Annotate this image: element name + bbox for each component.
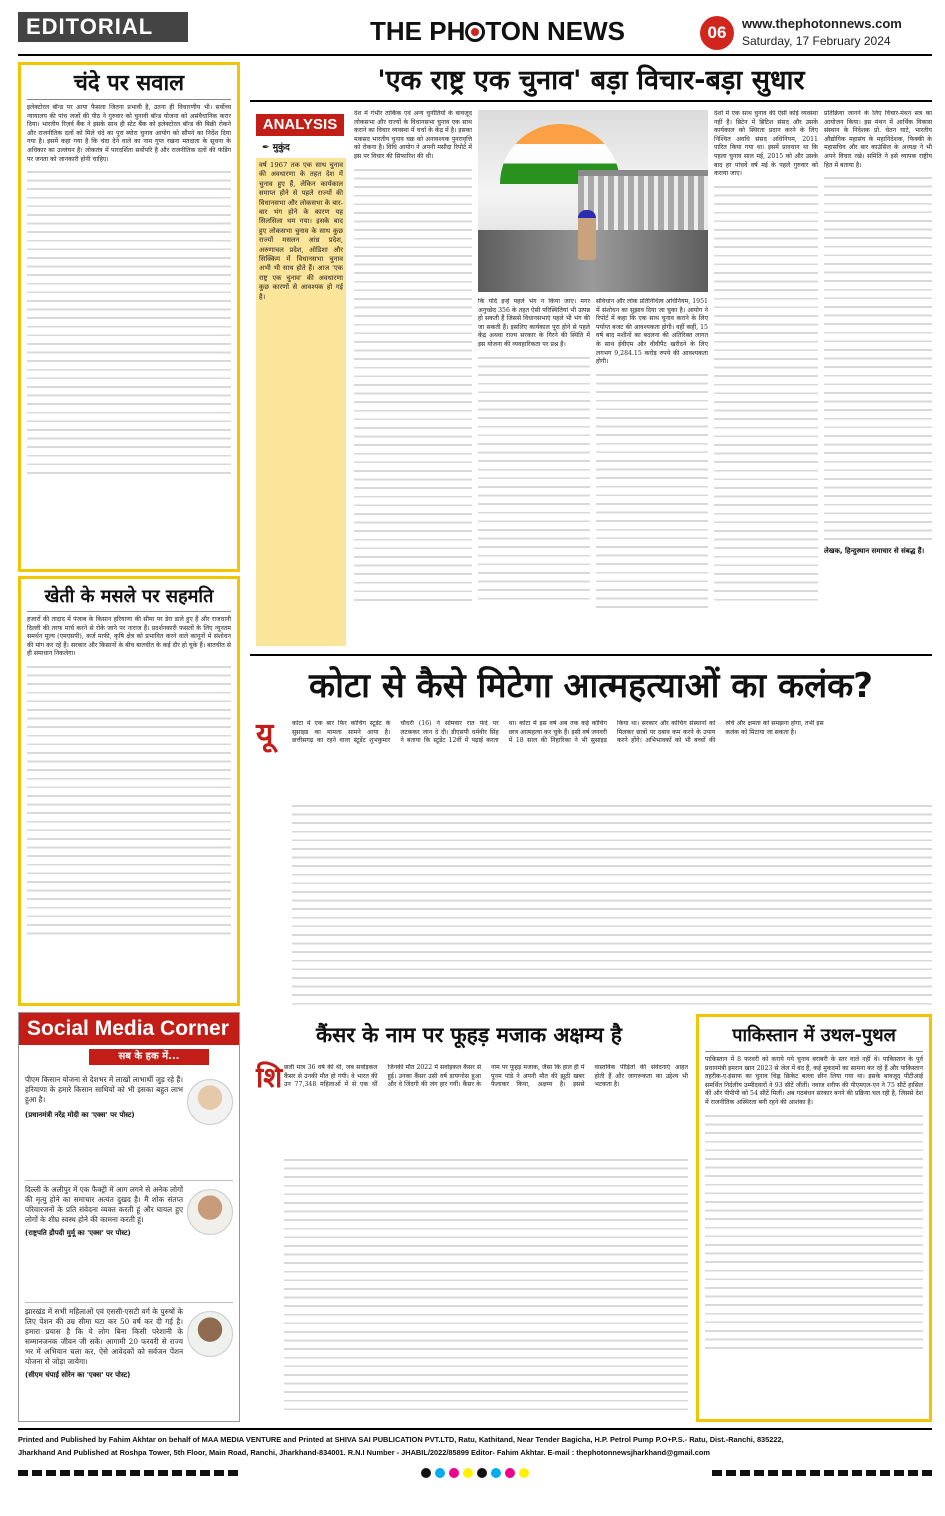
text-filler bbox=[27, 661, 231, 941]
social-post-text: दिल्ली के अलीपुर में एक फैक्ट्री में आग लगने से अनेक लोगों की मृत्यु होने का समाचार अत्यंत दुखद है। मैं शोक संतप्त परिवारजनों के प्रति संवेदना व्यक्त करती हूं और घायल हुए लोगों के शीघ्र स्वस्थ होने की कामना करती हूं। bbox=[25, 1185, 183, 1224]
photon-o-icon bbox=[465, 22, 485, 42]
main-col-2-text: देश में गंभीर तार्किक एवं अन्य चुनौतियों के बावजूद लोकसभा और राज्यों के विधानसभा चुनाव एक साथ कराने का विचार व्यवस्था में चर्चा के केंद्र में है। इसका मकसद भारतीय चुनाव चक्र को अनावश्यक पुनरावृत्ति को रोकना है। विधि आयोग ने अपनी मसौदा रिपोर्ट में इस पर विचार की सिफारिश की थी। bbox=[354, 110, 472, 160]
social-post bbox=[25, 1307, 233, 1419]
paper-name bbox=[370, 14, 625, 48]
social-title: Social Media Corner bbox=[19, 1013, 239, 1045]
editorial-kheti-title: खेती के मसले पर सहमति bbox=[27, 583, 231, 612]
main-col-3 bbox=[478, 298, 590, 646]
parliament-icon bbox=[578, 170, 708, 230]
section-label: EDITORIAL bbox=[18, 12, 188, 42]
editorial-kheti-box bbox=[18, 576, 240, 1006]
cancer-dropcap: शि bbox=[256, 1061, 283, 1094]
masthead bbox=[0, 0, 945, 60]
text-filler bbox=[27, 166, 231, 476]
pakistan-body: पाकिस्तान में 8 फरवरी को कराये गये चुनाव बराबरी के स्तर वाले नहीं थे। पाकिस्तान के पूर्व प्रधानमंत्री इमरान खान 2023 से जेल में बंद हैं, कई मुकदमों का सामना कर रहे हैं और पाकिस्तान तहरीक-ए-इंसाफ का चुनाव चिह्न क्रिकेट बल्ला छीन लिया गया था। इसके बावजूद पीटीआई समर्थित निर्दलीय उम्मीदवारों ने 93 सीटें जीतीं। नवाज शरीफ की पीएमएल-एन ने 75 सीटें हासिल कीं और पीपीपी को 54 सीटें मिलीं। अब गठबंधन सरकार बनने की प्रक्रिया चल रही है, जिससे देश में राजनीतिक अस्थिरता बनी रहने की आशंका है। bbox=[705, 1056, 923, 1106]
ballot-box-photo bbox=[478, 110, 708, 292]
main-col-3-text: कि यदि इन्हें पहले भंग न किया जाए। मगर अनुच्छेद 356 के तहत ऐसी परिस्थितियां भी उत्पन्न हो सकती हैं जिससे विधानसभाएं पहले भी भंग की जा सकती हैं। इसलिए कार्यकाल पूरा होने से पहले केंद्र अथवा राज्य सरकार के गिरने की स्थिति में इस योजना की व्यवहारिकता पर प्रश्न है। bbox=[478, 298, 590, 348]
editorial-kheti-body: हजारों की तादाद में पंजाब के किसान हरियाणा की सीमा पर डेरा डाले हुए हैं और राजधानी दिल्ली की तरफ मार्च करने से रोके जाने पर नाराज हैं। प्रदर्शनकारी फसलों के लिए न्यूनतम समर्थन मूल्य (एमएसपी), कर्ज माफी, कृषि क्षेत्र को प्रभावित करने वाले कानूनों में संशोधन की मांग कर रहे हैं। सरकार और किसानों के बीच बातचीत के कई दौर हो चुके हैं। बातचीत से ही समाधान निकलेगा। bbox=[27, 616, 231, 658]
main-col-6-text: प्रतिक्रिया जानने के लिए विचार-मंथन सत्र का आयोजन किया। इस मंथन में आर्थिक विकास संस्थान के निदेशक प्रो. चेतन घाटे, भारतीय औद्योगिक महासंघ के महानिदेशक, फिक्की के महासचिव और बार काउंसिल के अध्यक्ष ने भी अपने विचार रखे। समिति ने इसे व्यापक राष्ट्रीय हित में बताया है। bbox=[824, 110, 932, 169]
website[interactable]: www.thephotonnews.com bbox=[742, 16, 902, 31]
kota-headline: कोटा से कैसे मिटेगा आत्महत्याओं का कलंक? bbox=[309, 666, 873, 706]
social-post-author: (राष्ट्रपति द्रौपदी मुर्मू का 'एक्स' पर पोस्ट) bbox=[25, 1229, 131, 1237]
social-post bbox=[25, 1185, 233, 1303]
masthead-rule bbox=[18, 54, 932, 56]
kota-body-text: कोटा में एक बार फिर कोचिंग स्टूडेंट के सुसाइड का मामला सामने आया है। छत्तीसगढ़ का रहने वाला स्टूडेंट शुभकुमार चौधरी (16) ने सोमवार रात फंदे पर लटककर जान दे दी। डीएसपी धर्मवीर सिंह ने बताया कि स्टूडेंट 12वीं में पढ़ाई करता था। कोटा में इस वर्ष अब तक कई कोचिंग छात्र आत्महत्या कर चुके हैं। इसी वर्ष जनवरी में 18 साल की निहारिका ने भी सुसाइड किया था। सरकार और कोचिंग संस्थानों को मिलकर छात्रों पर दबाव कम करने के उपाय करने होंगे। अभिभावकों को भी बच्चों की रुचि और क्षमता को समझना होगा, तभी इस कलंक को मिटाया जा सकता है। bbox=[292, 720, 824, 745]
cancer-body bbox=[284, 1064, 688, 1420]
author-signoff: लेखक, हिन्दुस्थान समाचार से संबद्ध हैं। bbox=[824, 547, 925, 556]
text-filler bbox=[596, 369, 708, 609]
text-filler bbox=[705, 1110, 923, 1350]
text-filler bbox=[824, 172, 932, 542]
registration-bars-right bbox=[712, 1470, 932, 1476]
byline: ✒ मुकुंद bbox=[262, 143, 290, 153]
main-headline: 'एक राष्ट्र एक चुनाव' बड़ा विचार-बड़ा सुधार bbox=[250, 62, 932, 102]
main-col-4-text: संविधान और लोक प्रतिनिधित्व अधिनियम, 1951 में संशोधन का सुझाव दिया जा चुका है। आयोग ने रिपोर्ट में कहा कि एक साथ चुनाव कराने के लिए पर्याप्त बजट की आवश्यकता होगी। वहीं कहीं, 15 वर्ष बाद मशीनों का बदलना की अतिरिक्त लागत के साथ ईवीएम और वीवीपैट खरीदने के लिए लगभग 9,284.15 करोड़ रुपये की आवश्यकता होगी। bbox=[596, 298, 708, 366]
social-post-text: पीएम किसान योजना से देशभर में लाखों लाभार्थी जुड़ रहे हैं। हरियाणा के हमारे किसान साथियों को भी इसका बहुत लाभ हुआ है। bbox=[25, 1075, 183, 1104]
analysis-label: ANALYSIS bbox=[256, 114, 344, 136]
avatar bbox=[187, 1311, 233, 1357]
main-intro-highlight: वर्ष 1967 तक एक साथ चुनाव की अवधारणा के तहत देश में चुनाव हुए हैं, लेकिन कार्यकाल समाप्त होने से पहले राज्यों की विधानसभा और लोकसभा के बार-बार भंग होने के कारण यह सिलसिला थम गया। इसके बाद हुए लोकसभा चुनाव के साथ कुछ राज्यों मसलन आंध्र प्रदेश, अरुणाचल प्रदेश, ओडिशा और सिक्किम में विधानसभा चुनाव अभी भी साथ होते हैं। आज 'एक राष्ट्र एक चुनाव' की अवधारणा कुछ कारणों से आवश्यक हो गई है। bbox=[256, 158, 346, 646]
main-article bbox=[250, 62, 932, 648]
main-col-5 bbox=[714, 110, 818, 646]
main-col-5-text: देशों में एक साथ चुनाव की ऐसी कोई व्यवस्था नहीं है। ब्रिटेन में ब्रिटिश संसद और उसके कार्यकाल को स्थिरता प्रदान करने के लिए निश्चित अवधि संसद अधिनियम, 2011 पारित किया गया था। इसमें प्रावधान था कि पहला चुनाव साल मई, 2015 को और उसके बाद हर पांचवें वर्ष मई के पहले गुरुवार को कराया जाए। bbox=[714, 110, 818, 178]
paper-name-right: TON NEWS bbox=[485, 16, 625, 46]
pakistan-headline: पाकिस्तान में उथल-पुथल bbox=[705, 1021, 923, 1052]
social-post-author: (सीएम चंपाई सोरेन का 'एक्स' पर पोस्ट) bbox=[25, 1371, 131, 1379]
imprint-line-2: Jharkhand And Published at Roshpa Tower, 5th Floor, Main Road, Ranchi, Jharkhand-834001. R.N.I Number - JHABIL/2022/85899 Editor- Fahim Akhtar. E-mail : thephotonnewsjharkhand@gmail.com bbox=[18, 1448, 710, 1457]
editorial-chande-body: इलेक्टोरल बॉन्ड पर आया फैसला जितना प्रभावी है, उतना ही विचारणीय भी। सर्वोच्च न्यायालय की पांच जजों की पीठ ने गुरुवार को चुनावी बॉन्ड योजना को असंवैधानिक करार दिया। भारतीय रिज़र्व बैंक ने इसके साथ ही स्टेट बैंक को इलेक्टोरल बॉन्ड की बिक्री रोकने और राजनीतिक दलों को मिले चंदे का पूरा ब्योरा चुनाव आयोग को सौंपने का निर्देश दिया गया है। इसमें कहा गया है कि चंदा देने वाले का नाम गुप्त रखना मतदाता के सूचना के अधिकार का उल्लंघन है। लोकतंत्र में पारदर्शिता सर्वोपरि है और राजनीतिक दलों की फंडिंग पर जनता को जानकारी होनी चाहिए। bbox=[27, 104, 231, 163]
paper-name-left: THE PH bbox=[370, 16, 466, 46]
kota-article bbox=[250, 654, 932, 1010]
registration-bar bbox=[18, 1468, 932, 1478]
imprint-line-1: Printed and Published by Fahim Akhtar on behalf of MAA MEDIA VENTURE and Printed at SHIVA SAI PUBLICATION PVT.LTD, Ratu, Kathitand, Near Tender Bagicha, H.P. Petrol Pump P.O+P.S.- Ratu, Dist.-Ranchi, 835222, bbox=[18, 1435, 784, 1444]
kota-body bbox=[292, 720, 932, 1010]
text-filler bbox=[714, 181, 818, 601]
text-filler bbox=[478, 352, 590, 602]
avatar bbox=[187, 1079, 233, 1125]
avatar bbox=[187, 1189, 233, 1235]
footer-rule bbox=[18, 1428, 932, 1430]
editorial-chande-title: चंदे पर सवाल bbox=[27, 69, 231, 100]
main-col-6 bbox=[824, 110, 932, 646]
byline-name: मुकुंद bbox=[272, 143, 290, 153]
cancer-headline: कैंसर के नाम पर फूहड़ मजाक अक्षम्य है bbox=[316, 1023, 622, 1047]
text-filler bbox=[354, 164, 472, 604]
main-col-2 bbox=[354, 110, 472, 646]
social-tagline: सब के हक में... bbox=[89, 1049, 209, 1065]
kota-dropcap: यू bbox=[256, 717, 274, 752]
editorial-chande-box bbox=[18, 62, 240, 572]
registration-bars-left bbox=[18, 1470, 238, 1476]
cancer-body-text: छली मात्र 36 वर्ष की थीं, जब सर्वाइकल कैंसर से उनकी मौत हो गयी। वे भारत की उन 77,348 महिलाओं में से एक थीं जिनकी मौत 2022 में सर्वाइकल कैंसर से हुई। उनका कैंसर उसी वर्ष डायग्नोस हुआ और वे जिंदगी की जंग हार गयीं। कैंसर के नाम पर फूहड़ मजाक, जैसा कि हाल ही में पूनम पांडे ने अपनी मौत की झूठी खबर फैलाकर किया, अक्षम्य है। इससे वास्तविक पीड़ितों की संवेदनाएं आहत होती हैं और जागरूकता का उद्देश्य भी भटकता है। bbox=[284, 1064, 688, 1089]
main-col-4 bbox=[596, 298, 708, 646]
social-post-author: (प्रधानमंत्री नरेंद्र मोदी का 'एक्स' पर पोस्ट) bbox=[25, 1111, 135, 1119]
social-post bbox=[25, 1075, 233, 1181]
page-number: 06 bbox=[700, 16, 734, 50]
issue-date: Saturday, 17 February 2024 bbox=[742, 34, 891, 48]
ink-finger-icon bbox=[578, 210, 596, 260]
social-media-corner bbox=[18, 1012, 240, 1422]
text-filler bbox=[292, 800, 932, 1006]
pakistan-box bbox=[696, 1014, 932, 1422]
text-filler bbox=[284, 1154, 688, 1416]
color-registration-dots bbox=[419, 1468, 531, 1478]
cancer-article bbox=[250, 1014, 688, 1422]
social-post-text: झारखंड में सभी महिलाओं एवं एससी-एसटी वर्ग के पुरुषों के लिए पेंशन की उम्र सीमा घटा कर 50 वर्ष कर दी गई है। हमारा प्रयास है कि ये लोग बिना किसी परेशानी के सम्मानजनक जीवन जी सकें। आगामी 20 फरवरी से राज्य भर में अभियान चला कर, ऐसे आवेदकों को सर्वजन पेंशन योजना से जोड़ा जायेगा। bbox=[25, 1307, 183, 1366]
